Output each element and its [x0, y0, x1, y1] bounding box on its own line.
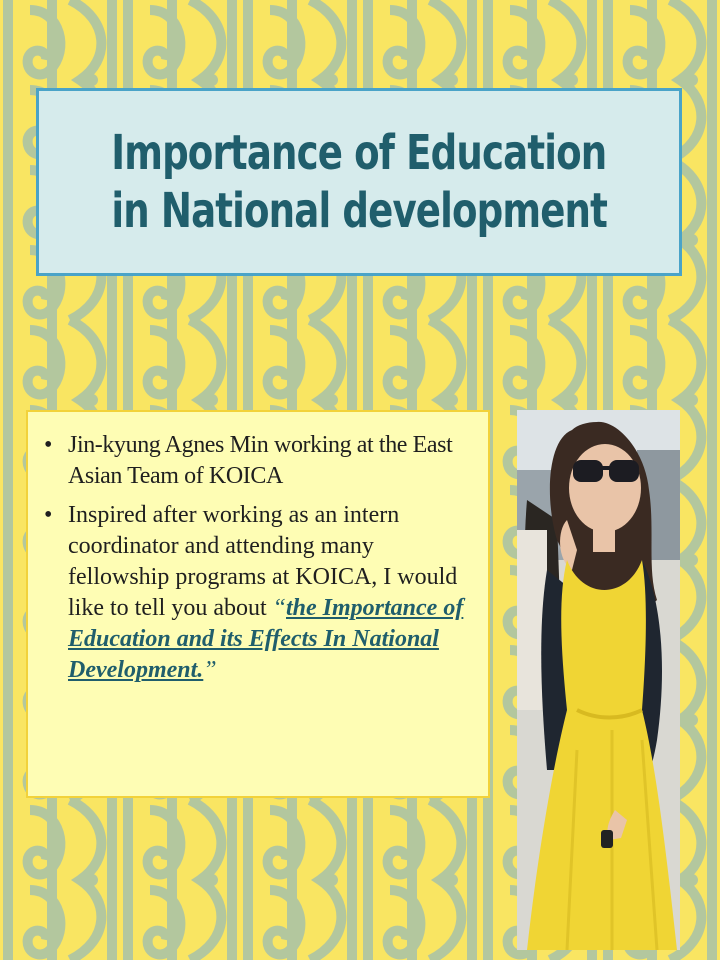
bullet-item-2: [40, 500, 478, 686]
content-text-box: [26, 410, 490, 798]
title-line-2: in National development: [111, 183, 607, 239]
bullet-dot: •: [44, 502, 53, 528]
close-quote: ”: [203, 657, 217, 683]
portrait-photo: [517, 410, 680, 950]
bullet-dot: •: [44, 432, 53, 458]
open-quote: “: [272, 595, 286, 621]
highlighted-topic: the Importance of Education and its Effects In National Development.: [68, 595, 464, 683]
bullet-text-2: Inspired after working as an intern coordinator and attending many fellowship programs at KOICA, I would like to tell you about: [68, 502, 458, 621]
title-line-1: Importance of Education: [111, 125, 607, 181]
title-box: [36, 88, 682, 276]
woman-in-yellow-dress-image: [517, 410, 680, 950]
bullet-list: [40, 430, 478, 686]
bullet-item-1: [40, 430, 478, 492]
bullet-text-1: Jin-kyung Agnes Min working at the East Asian Team of KOICA: [68, 432, 453, 489]
